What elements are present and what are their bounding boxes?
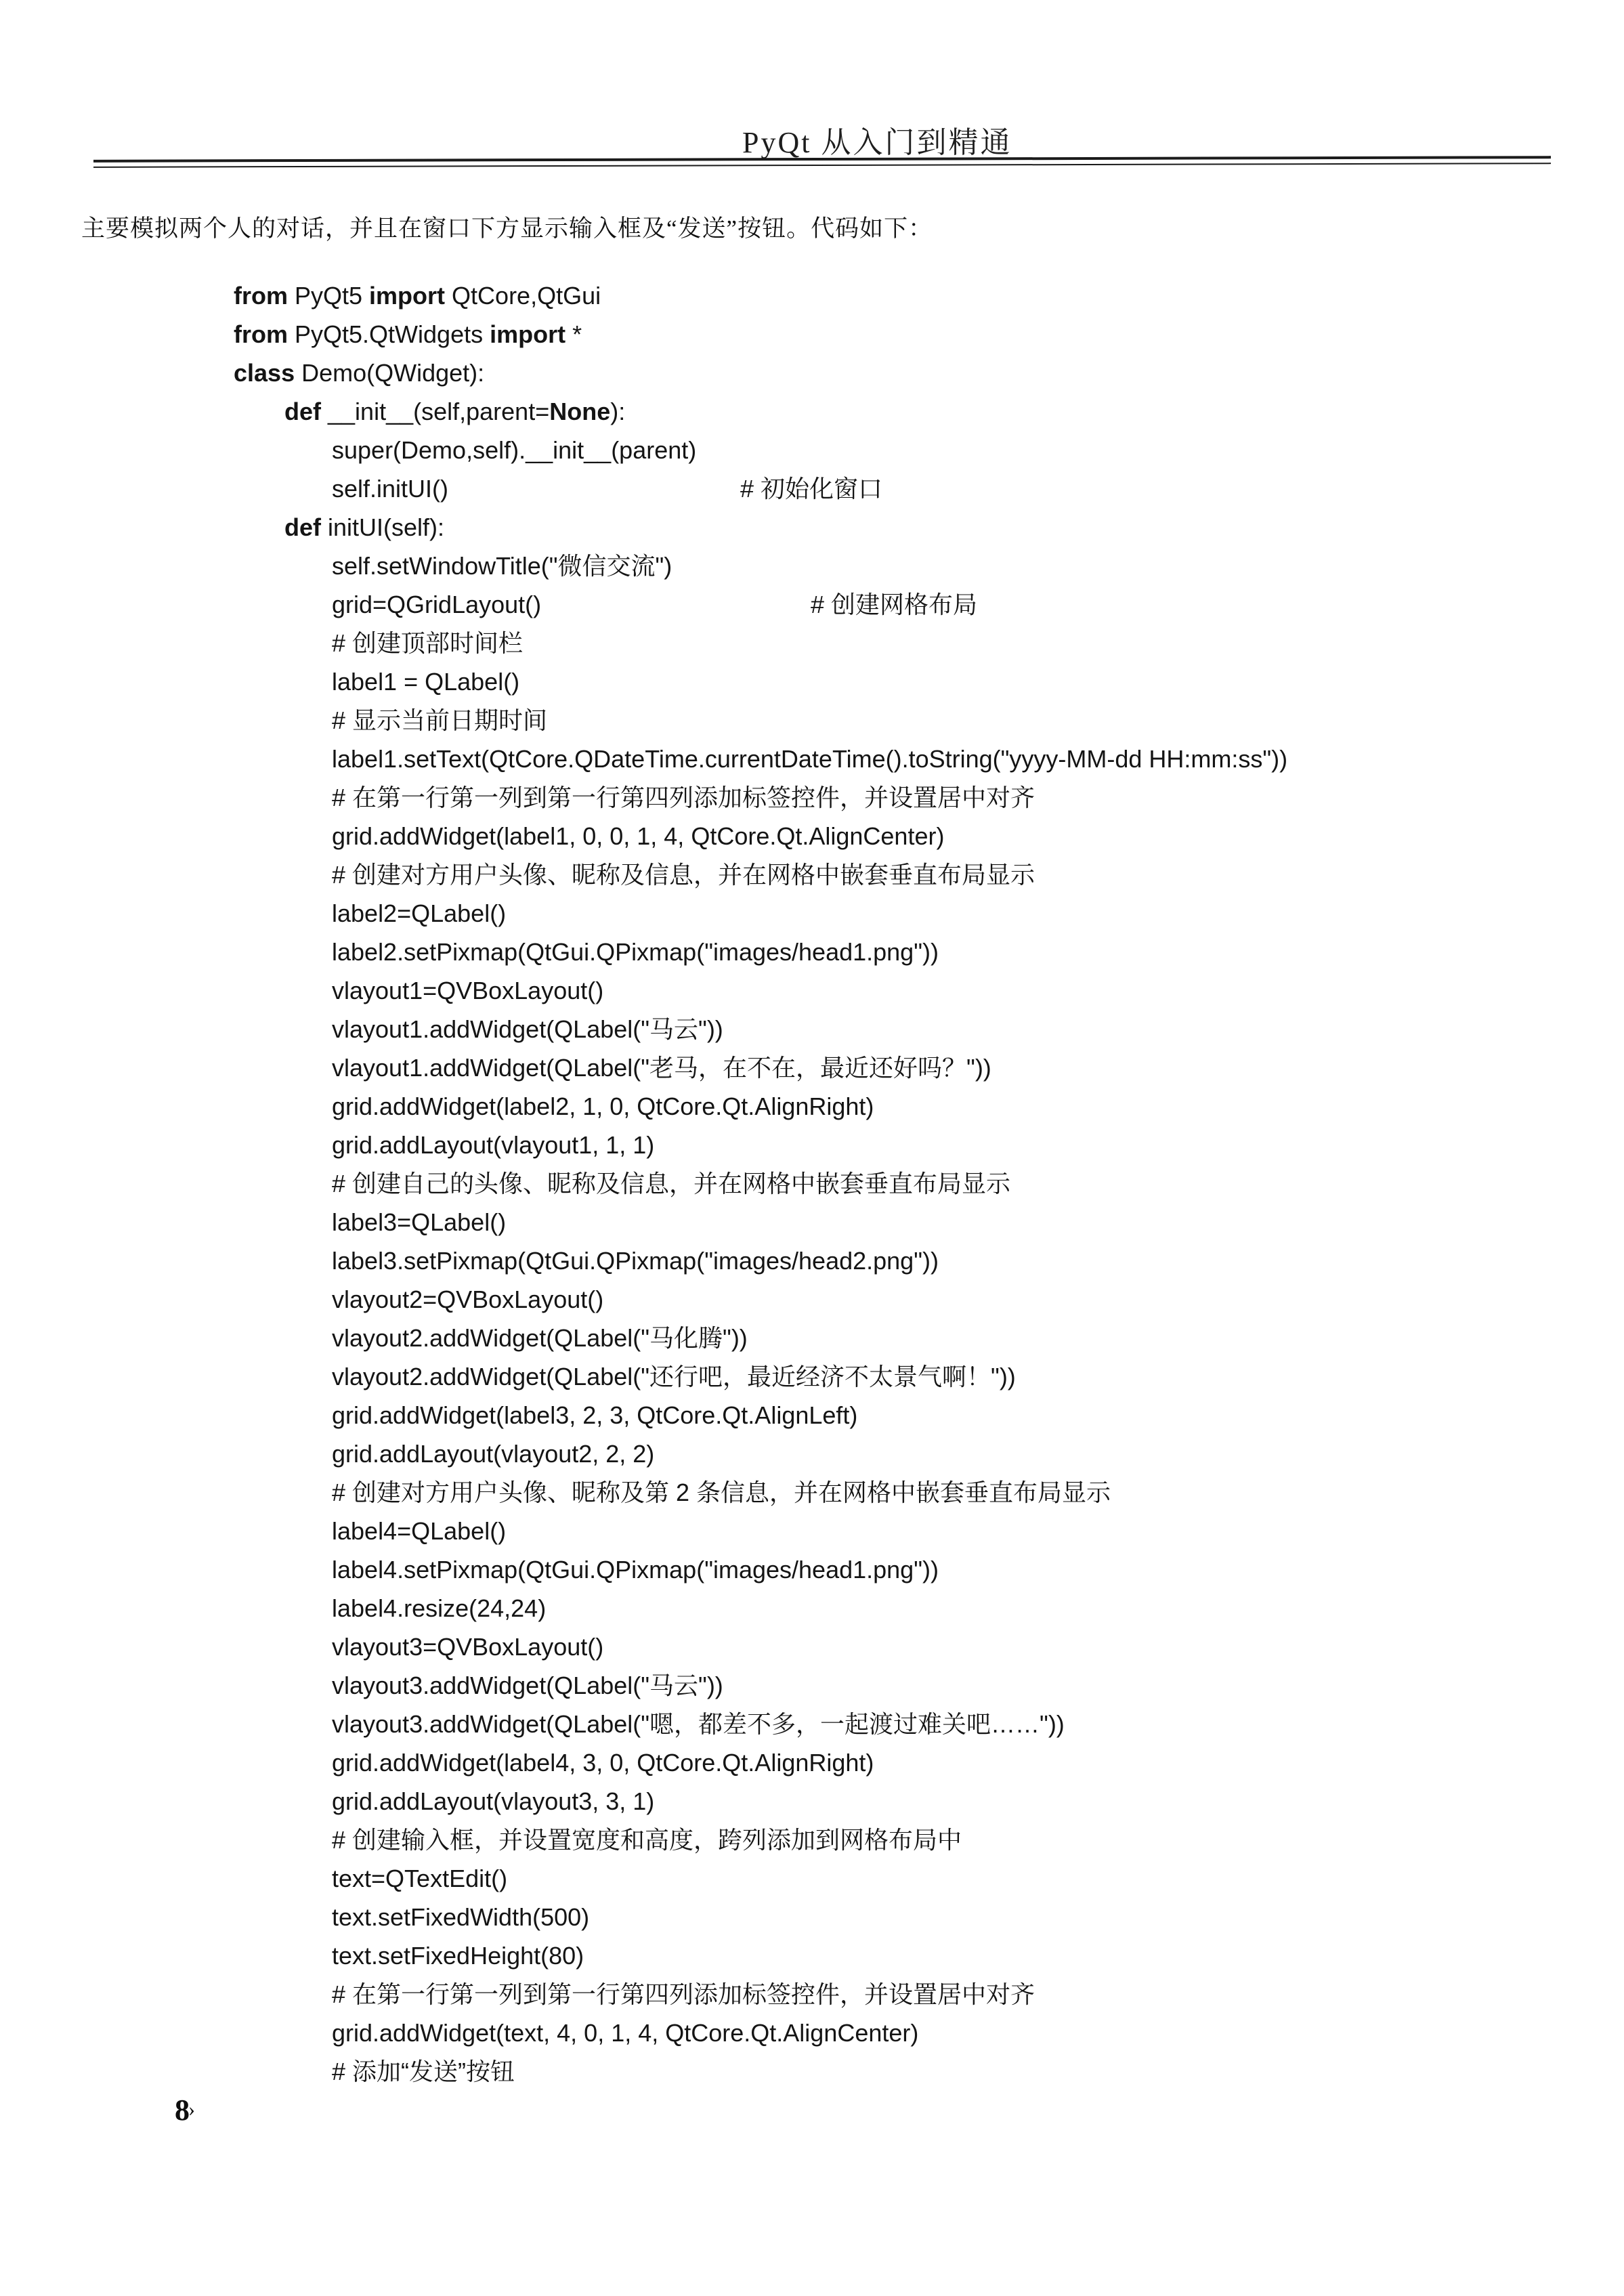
code-line — [0, 1898, 1624, 1936]
code-text: vlayout3=QVBoxLayout() — [332, 1633, 604, 1661]
code-text: # 在第一行第一列到第一行第四列添加标签控件，并设置居中对齐 — [332, 1980, 1035, 2008]
page-number-mark: › — [188, 2098, 195, 2121]
code-line — [0, 392, 1624, 431]
page-number — [175, 2093, 195, 2127]
code-keyword: None — [549, 398, 611, 425]
code-line — [0, 1936, 1624, 1975]
code-line — [0, 354, 1624, 392]
code-keyword: def — [284, 513, 321, 541]
code-line — [0, 855, 1624, 894]
code-line — [0, 1434, 1624, 1473]
code-line — [0, 1010, 1624, 1048]
code-text: grid.addLayout(vlayout2, 2, 2) — [332, 1440, 655, 1468]
intro-paragraph: 主要模拟两个人的对话，并且在窗口下方显示输入框及“发送”按钮。代码如下： — [81, 215, 933, 242]
code-text: # 创建自己的头像、昵称及信息，并在网格中嵌套垂直布局显示 — [332, 1170, 1011, 1197]
code-text: QtCore,QtGui — [445, 282, 601, 310]
code-text: vlayout3.addWidget(QLabel("嗯，都差不多，一起渡过难关吧……")) — [332, 1710, 1065, 1738]
code-line — [0, 1512, 1624, 1550]
code-text: label4=QLabel() — [332, 1517, 507, 1545]
code-line — [0, 315, 1624, 354]
code-line — [0, 1048, 1624, 1087]
code-text: super(Demo,self).__init__(parent) — [332, 436, 697, 464]
page-header-title: PyQt 从入门到精通 — [742, 126, 1012, 159]
code-line — [0, 971, 1624, 1010]
code-keyword: from — [234, 282, 288, 310]
code-line — [0, 1087, 1624, 1126]
code-line — [0, 1782, 1624, 1821]
code-line — [0, 1126, 1624, 1164]
code-line — [0, 740, 1624, 778]
code-line — [0, 469, 1624, 508]
page-number-value: 8 — [175, 2093, 190, 2127]
code-keyword: from — [234, 320, 288, 348]
code-keyword: import — [369, 282, 446, 310]
code-block — [0, 276, 1624, 2091]
code-text: vlayout2.addWidget(QLabel("马化腾")) — [332, 1324, 748, 1352]
header-rule-divider — [93, 156, 1551, 168]
code-text: grid=QGridLayout() — [332, 591, 542, 618]
code-line — [0, 1319, 1624, 1357]
code-line — [0, 1396, 1624, 1434]
code-text: self.initUI() — [332, 475, 449, 503]
code-text: vlayout1.addWidget(QLabel("马云")) — [332, 1015, 723, 1043]
code-line — [0, 1821, 1624, 1859]
code-text: vlayout1.addWidget(QLabel("老马，在不在，最近还好吗？")) — [332, 1054, 991, 1082]
code-text: grid.addWidget(label3, 2, 3, QtCore.Qt.AlignLeft) — [332, 1401, 858, 1429]
code-text: text.setFixedWidth(500) — [332, 1903, 590, 1931]
code-line — [0, 1280, 1624, 1319]
code-line — [0, 1666, 1624, 1705]
code-line — [0, 817, 1624, 855]
code-text: label2.setPixmap(QtGui.QPixmap("images/head1.png")) — [332, 938, 939, 966]
code-text: text=QTextEdit() — [332, 1865, 508, 1892]
code-line — [0, 1589, 1624, 1628]
code-line — [0, 585, 1624, 624]
code-text: PyQt5 — [288, 282, 370, 310]
code-line — [0, 276, 1624, 315]
code-text: * — [565, 320, 582, 348]
code-line — [0, 778, 1624, 817]
code-text: label4.setPixmap(QtGui.QPixmap("images/head1.png")) — [332, 1556, 939, 1583]
code-text: vlayout1=QVBoxLayout() — [332, 977, 604, 1004]
code-text: # 显示当前日期时间 — [332, 706, 548, 734]
code-line — [0, 1975, 1624, 2014]
code-text: # 在第一行第一列到第一行第四列添加标签控件，并设置居中对齐 — [332, 784, 1035, 811]
code-line — [0, 547, 1624, 585]
code-line — [0, 1628, 1624, 1666]
code-line — [0, 2052, 1624, 2091]
code-line — [0, 1241, 1624, 1280]
code-text: initUI(self): — [321, 513, 445, 541]
code-text: grid.addWidget(label2, 1, 0, QtCore.Qt.AlignRight) — [332, 1092, 874, 1120]
code-text: grid.addWidget(label4, 3, 0, QtCore.Qt.AlignRight) — [332, 1749, 874, 1777]
code-keyword: import — [490, 320, 566, 348]
code-line — [0, 662, 1624, 701]
code-text: vlayout2=QVBoxLayout() — [332, 1285, 604, 1313]
code-text: vlayout2.addWidget(QLabel("还行吧，最近经济不太景气啊！")) — [332, 1363, 1016, 1390]
code-text: # 创建输入框，并设置宽度和高度，跨列添加到网格布局中 — [332, 1826, 962, 1854]
code-text: ): — [610, 398, 626, 425]
code-text: vlayout3.addWidget(QLabel("马云")) — [332, 1672, 723, 1699]
code-text: Demo(QWidget): — [295, 359, 485, 387]
code-line — [0, 431, 1624, 469]
code-text: label2=QLabel() — [332, 899, 507, 927]
code-line — [0, 1357, 1624, 1396]
code-text: grid.addLayout(vlayout1, 1, 1) — [332, 1131, 655, 1159]
code-text: PyQt5.QtWidgets — [288, 320, 490, 348]
code-text: grid.addWidget(label1, 0, 0, 1, 4, QtCore.Qt.AlignCenter) — [332, 822, 945, 850]
code-text: # 创建对方用户头像、昵称及第 2 条信息，并在网格中嵌套垂直布局显示 — [332, 1479, 1111, 1506]
code-line — [0, 1203, 1624, 1241]
code-line — [0, 1705, 1624, 1743]
code-line — [0, 1550, 1624, 1589]
code-text: # 添加“发送”按钮 — [332, 2058, 515, 2085]
code-line — [0, 508, 1624, 547]
code-line — [0, 1743, 1624, 1782]
code-text: # 创建顶部时间栏 — [332, 629, 523, 657]
code-text: label4.resize(24,24) — [332, 1594, 547, 1622]
code-text: label1 = QLabel() — [332, 668, 520, 696]
code-keyword: class — [234, 359, 295, 387]
code-text: self.setWindowTitle("微信交流") — [332, 552, 672, 580]
code-inline-comment: # 初始化窗口 — [740, 475, 883, 503]
code-text: # 创建对方用户头像、昵称及信息，并在网格中嵌套垂直布局显示 — [332, 861, 1035, 889]
code-line — [0, 894, 1624, 933]
code-text: label3=QLabel() — [332, 1208, 507, 1236]
code-line — [0, 701, 1624, 740]
code-line — [0, 2014, 1624, 2052]
code-line — [0, 1859, 1624, 1898]
code-text: label1.setText(QtCore.QDateTime.currentDateTime().toString("yyyy-MM-dd HH:mm:ss")) — [332, 745, 1288, 773]
code-text: grid.addWidget(text, 4, 0, 1, 4, QtCore.Qt.AlignCenter) — [332, 2019, 919, 2047]
code-line — [0, 624, 1624, 662]
code-text: text.setFixedHeight(80) — [332, 1942, 584, 1970]
code-line — [0, 1473, 1624, 1512]
code-keyword: def — [284, 398, 321, 425]
code-text: __init__(self,parent= — [321, 398, 550, 425]
code-line — [0, 933, 1624, 971]
code-text: label3.setPixmap(QtGui.QPixmap("images/head2.png")) — [332, 1247, 939, 1275]
code-inline-comment: # 创建网格布局 — [811, 591, 978, 618]
code-line — [0, 1164, 1624, 1203]
code-text: grid.addLayout(vlayout3, 3, 1) — [332, 1787, 655, 1815]
